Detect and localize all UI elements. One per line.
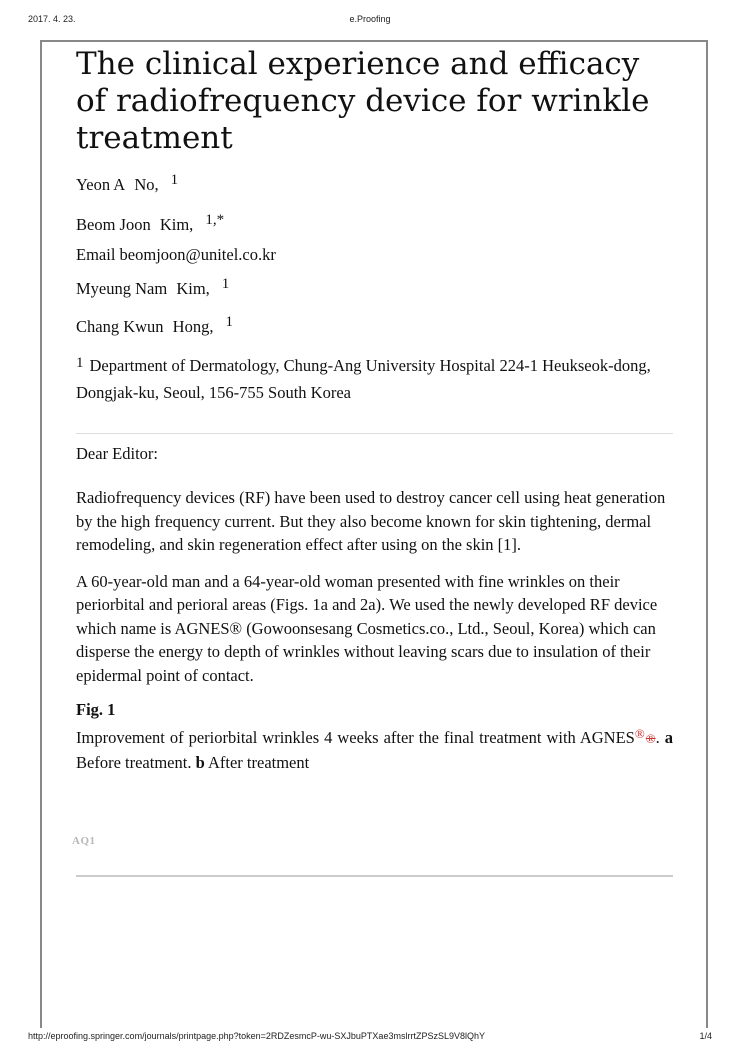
author-family: Kim, [176, 279, 210, 298]
author-3[interactable] [76, 276, 673, 299]
affiliation [76, 353, 673, 405]
author-query-tag[interactable]: AQ1 [72, 835, 96, 847]
browser-footer [28, 1031, 712, 1045]
registered-mark-inserted[interactable]: ® [634, 726, 645, 741]
author-family: No, [134, 175, 159, 194]
figure-caption: Improvement of periorbital wrinkles 4 weeks after the final treatment with AGNES®®. a Before treatment. b After treatment [76, 726, 674, 772]
author-given: Yeon A [76, 175, 126, 194]
author-family: Kim, [159, 215, 194, 234]
author-affil-ref[interactable]: 1 [221, 276, 230, 292]
paragraph-2: A 60-year-old man and a 64-year-old woman presented with fine wrinkles on their periorbital and perioral areas (Figs. 1a and 2a). We used the newly developed RF device which name is AGNES® (Gowoonsesang Cosmetics.co., Ltd., Seoul, Korea) which can disperse the energy to depth of wrinkles without leaving scars due to insulation of their epidermal point of contact. [76, 571, 658, 685]
caption-part-a: a [664, 728, 674, 747]
caption-part-a-text: Before treatment. [76, 753, 196, 772]
author-affil-ref[interactable]: 1 [225, 314, 233, 330]
author-4[interactable] [76, 314, 673, 337]
article [76, 46, 673, 775]
section-divider [76, 433, 673, 434]
salutation: Dear Editor: [76, 444, 159, 463]
caption-text: Improvement of periorbital wrinkles 4 weeks after the final treatment with AGNES [76, 728, 635, 747]
page-number: 1/4 [699, 1031, 712, 1041]
author-2[interactable] [76, 212, 673, 235]
author-given: Myeung Nam [76, 279, 168, 298]
figure-divider [76, 875, 673, 877]
author-1[interactable] [76, 172, 673, 195]
author-given: Chang Kwun [76, 317, 164, 336]
author-given: Beom Joon [76, 215, 151, 234]
article-title: The clinical experience and efficacy of radiofrequency device for wrinkle treatment [76, 46, 650, 156]
browser-header [28, 14, 712, 28]
author-affil-ref[interactable]: 1,* [205, 212, 225, 228]
print-page-title: e.Proofing [349, 14, 391, 24]
affiliation-number: 1 [76, 355, 84, 371]
paragraph-1: Radiofrequency devices (RF) have been used to destroy cancer cell using heat generation by the high frequency current. But they also become known for skin tightening, dermal remodeling, and skin regeneration effect after using on the skin [1]. [76, 488, 666, 554]
page-url: http://eproofing.springer.com/journals/printpage.php?token=2RDZesmcP-wu-SXJbuPTXae3mslrrtZPSzSL9V8lQhY [28, 1031, 485, 1041]
author-family: Hong, [172, 317, 214, 336]
caption-part-b-text: After treatment [204, 753, 310, 772]
figure-label: Fig. 1 [76, 700, 116, 719]
affiliation-text: Department of Dermatology, Chung-Ang University Hospital 224-1 Heukseok-dong, Dongjak-ku, Seoul, 156-755 South Korea [76, 356, 651, 402]
author-affil-ref[interactable]: 1 [170, 172, 179, 188]
registered-mark-deleted[interactable]: ® [645, 731, 656, 746]
print-date: 2017. 4. 23. [28, 14, 76, 24]
author-email[interactable]: Email beomjoon@unitel.co.kr [76, 245, 276, 264]
caption-part-b: b [195, 753, 205, 772]
